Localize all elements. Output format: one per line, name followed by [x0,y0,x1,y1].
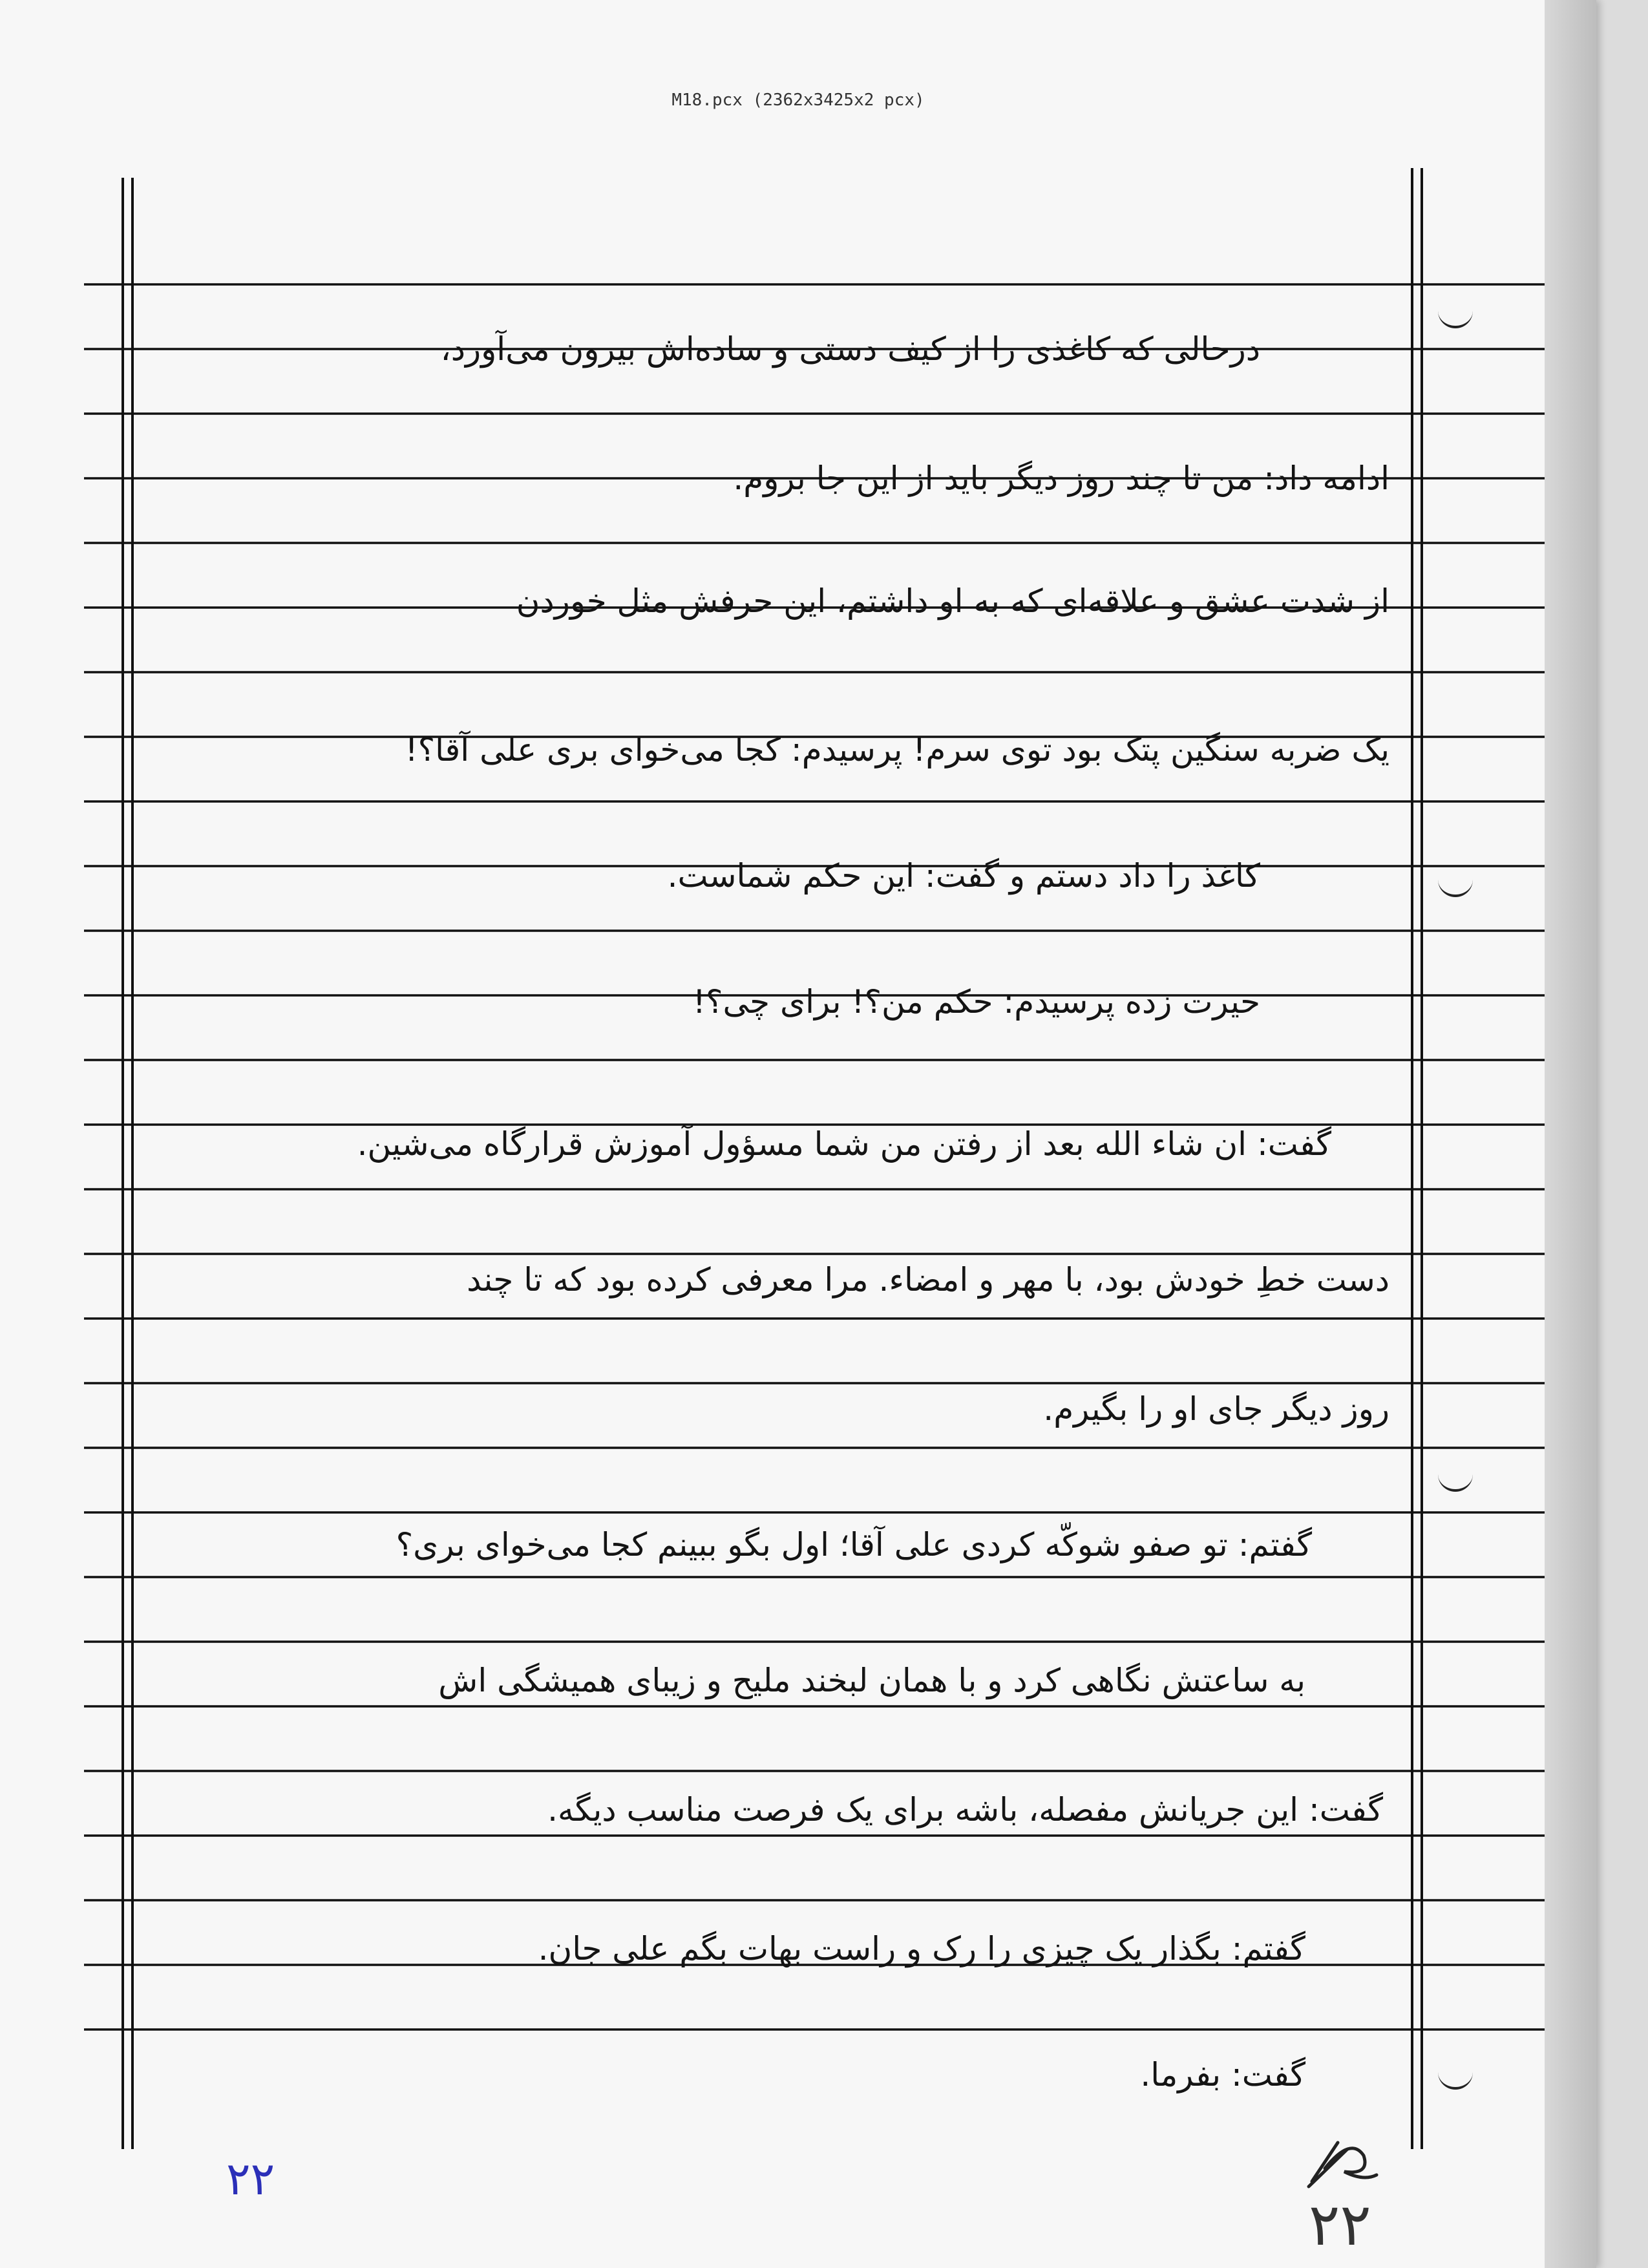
text-line: درحالی که کاغذی را از کیف دستی و ساده‌اش بیرون می‌آورد، [440,330,1260,368]
text-line: دست خطِ خودش بود، با مهر و امضاء. مرا معرفی کرده بود که تا چند [467,1261,1389,1298]
text-line: به ساعتش نگاهی کرد و با همان لبخند ملیح و زیبای همیشگی اش [438,1662,1305,1699]
text-line: از شدت عشق و علاقه‌ای که به او داشتم، این حرفش مثل خوردن [516,582,1389,620]
scan-file-header: M18.pcx (2362x3425x2 pcx) [671,90,925,110]
text-line: گفتم: تو صفو شوکّه کردی علی آقا؛ اول بگو ببینم کجا می‌خوای بری؟ [396,1526,1312,1563]
page-number-black: ۲۲ [1309,2191,1371,2259]
initials-scribble [1299,2136,1383,2194]
text-line: روز دیگر جای او را بگیرم. [1043,1390,1389,1428]
text-line: ادامه داد: من تا چند روز دیگر باید از این جا بروم. [733,460,1389,497]
page-number-blue: ۲۲ [226,2152,275,2205]
text-line: یک ضربه سنگین پتک بود توی سرم! پرسیدم: کجا می‌خوای بری علی آقا؟! [405,731,1389,768]
text-line: کاغذ را داد دستم و گفت: این حکم شماست. [667,857,1260,895]
text-line: حیرت زده پرسیدم: حکم من؟! برای چی؟! [692,983,1260,1021]
text-line: گفت: بفرما. [1140,2056,1305,2093]
text-line: گفتم: بگذار یک چیزی را رک و راست بهات بگم علی جان. [538,1930,1305,1967]
text-line: گفت: این جریانش مفصله، باشه برای یک فرصت مناسب دیگه. [547,1791,1383,1828]
text-line: گفت: ان شاء الله بعد از رفتن من شما مسؤول آموزش قرارگاه می‌شین. [357,1125,1331,1163]
